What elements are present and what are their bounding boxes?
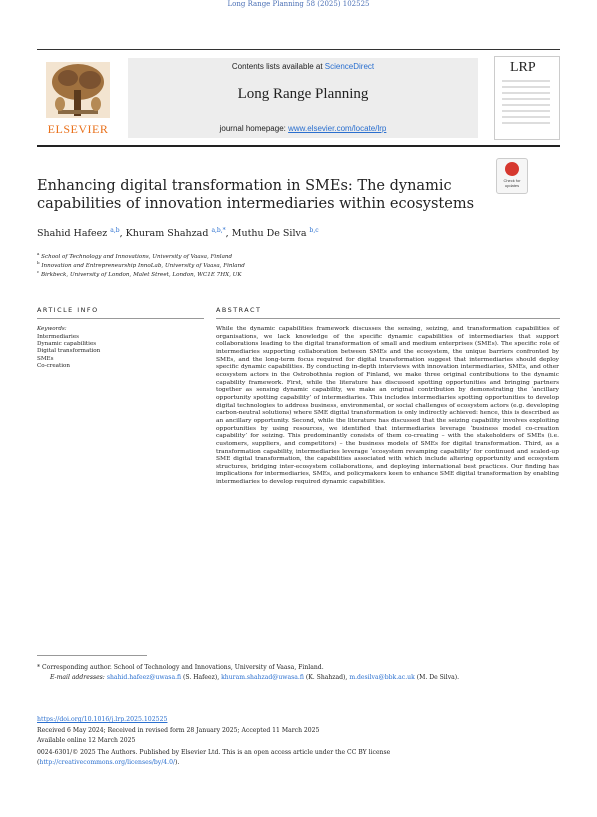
doi-link[interactable]: https://doi.org/10.1016/j.lrp.2025.102525	[37, 716, 168, 723]
author-list: Shahid Hafeez $^{a,b}$, Khuram Shahzad $^{a,b,*}$, Muthu De Silva $^{b,c}$	[37, 227, 319, 240]
contents-prefix: Contents lists available at	[231, 62, 325, 71]
keyword: Dynamic capabilities	[37, 341, 97, 348]
affiliation	[37, 268, 487, 279]
license-link[interactable]: http://creativecommons.org/licenses/by/4.0/	[39, 759, 176, 766]
contents-line	[128, 62, 478, 71]
journal-cover-title: LRP	[510, 60, 536, 75]
article-info-rule	[37, 318, 204, 319]
check-updates-icon	[505, 162, 519, 176]
masthead-bottom-rule	[37, 145, 560, 147]
email-link[interactable]: shahid.hafeez@uwasa.fi	[106, 674, 182, 681]
author-name: Muthu De Silva	[231, 228, 307, 240]
email-link[interactable]: m.desilva@bbk.ac.uk	[349, 674, 415, 681]
check-for-updates-button[interactable]	[496, 158, 528, 194]
article-info-heading: ARTICLE INFO	[37, 306, 99, 314]
sciencedirect-link[interactable]: ScienceDirect	[324, 62, 375, 71]
author-affil-marks: b,c	[309, 227, 319, 234]
license-text: 0024-6301/© 2025 The Authors. Published by Elsevier Ltd. This is an open access article under the CC BY license	[37, 749, 391, 756]
author-name: Khuram Shahzad	[125, 228, 209, 240]
email-owner: (M. De Silva).	[414, 674, 460, 681]
affiliation-text: School of Technology and Innovations, University of Vaasa, Finland	[41, 253, 233, 260]
keyword: SMEs	[37, 355, 54, 362]
journal-cover-lines	[502, 80, 550, 128]
author-affil-marks: a,b	[110, 227, 120, 234]
license-paren: (	[37, 759, 40, 766]
journal-homepage-link[interactable]: www.elsevier.com/locate/lrp	[288, 124, 387, 133]
footnote-block	[37, 663, 560, 683]
online-date: Available online 12 March 2025	[37, 737, 136, 744]
abstract-rule	[216, 318, 560, 319]
check-updates-label: Check for updates	[503, 178, 521, 188]
homepage-prefix: journal homepage:	[219, 124, 289, 133]
email-owner: (K. Shahzad),	[303, 674, 350, 681]
keywords-label: Keywords:	[37, 326, 67, 332]
license-notice	[37, 748, 559, 768]
email-owner: (S. Hafeez),	[181, 674, 222, 681]
footnote-rule	[37, 655, 147, 656]
affiliation-mark: c	[37, 269, 40, 274]
affiliation-mark: b	[37, 260, 40, 265]
abstract-heading: ABSTRACT	[216, 306, 262, 314]
affiliation-text: Innovation and Entrepreneurship InnoLab, University of Vaasa, Finland	[41, 262, 245, 269]
author-name: Shahid Hafeez	[37, 228, 108, 240]
affiliation-mark: a	[37, 251, 40, 256]
email-label: E-mail addresses:	[50, 674, 105, 681]
journal-title: Long Range Planning	[237, 86, 369, 102]
masthead-top-rule	[37, 49, 560, 50]
homepage-line	[128, 124, 478, 133]
abstract-text: While the dynamic capabilities framework discusses the sensing, seizing, and transformation capabilities of organisations, we lack knowledge of the specific dynamic capabilities of intermediaries that support collaborations leading to the digital transformation of small and medium enterprises (SMEs). The specific role of intermediaries supporting collaboration between SMEs and the ecosystem, the unique barriers confronted by SMEs, and the long-term focus required for digital transformation suggest that intermediaries should deploy specific dynamic capabilities. By conducting in-depth interviews with innovation intermediaries, SMEs, and other ecosystem actors in the Ostrobothnia region of Finland, we make three original contributions to the dynamic capability framework. First, while the literature has discussed spotting opportunities and bringing partners together as sensing dynamic capability, we make an original contribution by demonstrating the ‘ancillary opportunity spotting capability’ of intermediaries. This includes intermediaries spotting opportunities to develop digital technologies to address business, environmental, or social challenges of ecosystem actors (e.g. developing carbon-neutral solutions) where SME digital transformation is only indirectly achieved: hence, this is described as an ancillary opportunity. Second, while the literature has discussed that the seizing capability involves exploiting opportunities by using resources, we identified that intermediaries leverage ‘business model co-creation capability’ for seizing. This predominantly consists of them co-creating – with the stakeholders of SMEs (i.e. customers, suppliers, and competitors) – the business models of SMEs for digital transformation. Third, as a transformation capability, intermediaries leverage ‘ecosystem revamping capability’ for continued and scaled-up SME digital transformation, the capabilities associated with which include altering opportunity and ecosystem structures, bridging inter-ecosystem collaborations, and deploying international best practices. Our finding has implications for intermediaries, SMEs, and policymakers keen to enhance SME digital transformation by enabling intermediaries to develop required dynamic capabilities.	[216, 326, 559, 486]
email-link[interactable]: khuram.shahzad@uwasa.fi	[221, 674, 304, 681]
license-paren: ).	[175, 759, 180, 766]
received-dates: Received 6 May 2024; Received in revised form 28 January 2025; Accepted 11 March 2025	[37, 727, 320, 734]
keyword: Co-creation	[37, 362, 70, 369]
running-head: Long Range Planning 58 (2025) 102525	[227, 0, 370, 8]
email-line	[37, 673, 560, 683]
affiliation-text: Birkbeck, University of London, Malet Street, London, WC1E 7HX, UK	[41, 271, 242, 278]
elsevier-wordmark: ELSEVIER	[47, 122, 109, 136]
keyword: Digital transformation	[37, 348, 101, 355]
corresponding-author-note: * Corresponding author. School of Technology and Innovations, University of Vaasa, Finland.	[37, 664, 324, 671]
keyword-list	[37, 334, 100, 370]
author-affil-marks: a,b,*	[211, 227, 226, 234]
keyword: Intermediaries	[37, 334, 80, 340]
article-title: Enhancing digital transformation in SMEs: The dynamic capabilities of innovation intermediaries within ecosystems	[37, 178, 475, 212]
